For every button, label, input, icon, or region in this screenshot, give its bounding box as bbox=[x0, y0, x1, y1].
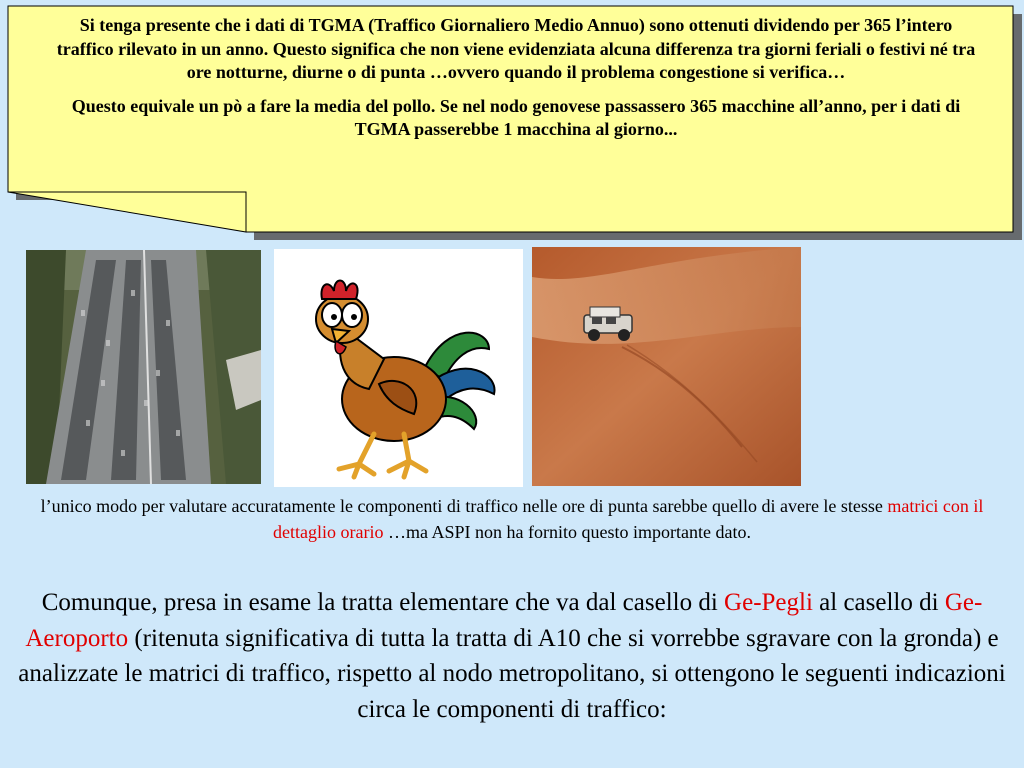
caption-text-1: l’unico modo per valutare accuratamente le componenti di traffico nelle ore di punta sarebbe quello di avere le stesse bbox=[40, 496, 888, 516]
main-paragraph bbox=[16, 585, 1008, 727]
highlight-ge-pegli: Ge-Pegli bbox=[724, 589, 813, 616]
caption-highlight: matrici con il dettaglio orario bbox=[273, 496, 984, 542]
callout-note bbox=[0, 0, 1024, 250]
body-text-2: al casello di bbox=[812, 589, 945, 616]
callout-paragraph-2: Questo equivale un pò a fare la media del pollo. Se nel nodo genovese passassero 365 macchine all’anno, per i dati di TGMA passerebbe 1 macchina al giorno... bbox=[71, 95, 961, 139]
photo-caption bbox=[8, 493, 1016, 545]
caption-text-2: …ma ASPI non ha fornito questo importante dato. bbox=[383, 522, 751, 542]
desert-jeep-photo bbox=[532, 247, 801, 486]
body-text-1: Comunque, presa in esame la tratta elementare che va dal casello di bbox=[41, 589, 725, 616]
callout-text bbox=[52, 14, 980, 152]
highlight-ge-aeroporto: Ge-Aeroporto bbox=[25, 589, 983, 652]
traffic-jam-photo bbox=[26, 250, 261, 484]
cartoon-rooster bbox=[274, 249, 523, 487]
callout-paragraph-1: Si tenga presente che i dati di TGMA (Traffico Giornaliero Medio Annuo) sono ottenuti dividendo per 365 l’intero traffico rilevato in un anno. Questo significa che non viene evidenziata alcuna differenza tra giorni feriali o festivi né tra ore notturne, diurne o di punta …ovvero quando il problema congestione si verifica… bbox=[56, 15, 976, 82]
body-text-3: (ritenuta significativa di tutta la tratta di A10 che si vorrebbe sgravare con la gronda) e analizzate le matrici di traffico, rispetto al nodo metropolitano, si ottengono le seguenti indicazioni circa le componenti di traffico: bbox=[18, 624, 1006, 723]
